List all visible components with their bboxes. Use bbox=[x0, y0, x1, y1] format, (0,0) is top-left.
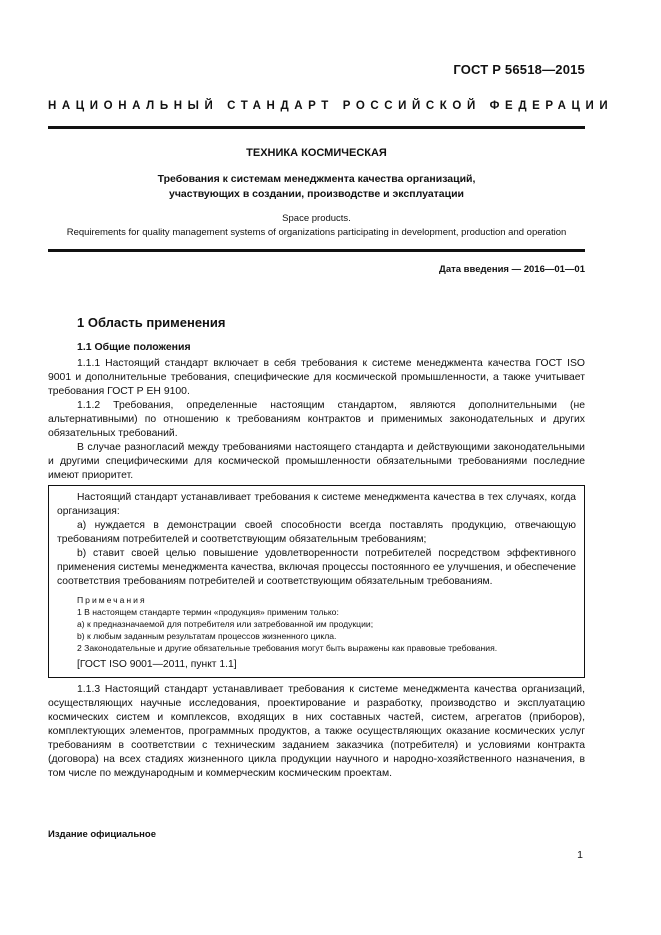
quote-item-a: a) нуждается в демонстрации своей способности всегда поставлять продукцию, отвечающую требованиям потребителей и соответствующим обязательным требованиям; bbox=[57, 520, 576, 545]
section-heading: 1 Область применения bbox=[77, 315, 226, 330]
document-title: ТЕХНИКА КОСМИЧЕСКАЯ bbox=[246, 147, 387, 159]
note-2: 2 Законодательные и другие обязательные требования могут быть выражены как правовые требования. bbox=[77, 643, 498, 653]
national-standard-heading: НАЦИОНАЛЬНЫЙ СТАНДАРТ РОССИЙСКОЙ ФЕДЕРАЦИИ bbox=[48, 100, 614, 112]
section-body bbox=[48, 357, 585, 483]
notes-heading: Примечания bbox=[77, 595, 147, 605]
introduction-date: Дата введения — 2016—01—01 bbox=[439, 264, 585, 275]
document-subtitle bbox=[48, 172, 585, 202]
after-quote-body bbox=[48, 683, 585, 781]
quote-paragraph-intro: Настоящий стандарт устанавливает требования к системе менеджмента качества в тех случаях, когда организация: bbox=[57, 492, 576, 517]
subtitle-line-1: Требования к системам менеджмента качества организаций, bbox=[157, 173, 476, 185]
english-title-line-1: Space products. bbox=[282, 213, 351, 224]
paragraph-1-1-3: 1.1.3 Настоящий стандарт устанавливает требования к системе менеджмента качества организаций, осуществляющих научные исследования, проектирование и разработку, производство и эксплуатацию космических систем и комплексов, входящих в них составных частей, систем, агрегатов (приборов), комплектующих элементов, программных продуктов, а также осуществляющих оказание космических услуг требованиям в соответствии с техническим заданием заказчика (потребителя) и условиями контракта (договора) на всех стадиях жизненного цикла продукции научного и народно-хозяйственного назначения, в том числе по международным и коммерческим космическим проектам. bbox=[48, 684, 585, 779]
quoted-standard-box bbox=[48, 485, 585, 678]
top-divider bbox=[48, 126, 585, 129]
standard-number: ГОСТ Р 56518—2015 bbox=[453, 62, 585, 77]
notes-block bbox=[57, 594, 576, 654]
paragraph-1-1-2: 1.1.2 Требования, определенные настоящим стандартом, являются дополнительными (не альтернативными) по отношению к требованиям контрактов и применимых законодательных и других обязательных требований. bbox=[48, 400, 585, 439]
subsection-heading: 1.1 Общие положения bbox=[77, 341, 191, 353]
bottom-divider bbox=[48, 249, 585, 252]
note-1a: a) к предназначаемой для потребителя или затребованной им продукции; bbox=[77, 619, 374, 629]
quote-item-b: b) ставит своей целью повышение удовлетворенности потребителей посредством эффективного применения системы менеджмента качества, включая процессы постоянного ее улучшения, и обеспечение соответствия требованиям потребителей и соответствующим обязательным требованиям. bbox=[57, 548, 576, 587]
paragraph-1-1-1: 1.1.1 Настоящий стандарт включает в себя требования к системе менеджмента качества ГОСТ ISO 9001 и дополнительные требования, специфические для космической промышленности, а также учитывает требования ГОСТ Р ЕН 9100. bbox=[48, 358, 585, 397]
english-title-line-2: Requirements for quality management systems of organizations participating in development, production and operation bbox=[66, 227, 567, 238]
page-number: 1 bbox=[577, 849, 583, 861]
quote-reference: [ГОСТ ISO 9001—2011, пункт 1.1] bbox=[77, 659, 237, 670]
paragraph-conflicts: В случае разногласий между требованиями настоящего стандарта и действующими законодательными и другими специфическими для космической промышленности обязательными требованиями последние имеют приоритет. bbox=[48, 442, 585, 481]
subtitle-line-2: участвующих в создании, производстве и эксплуатации bbox=[168, 188, 465, 200]
note-1: 1 В настоящем стандарте термин «продукция» применим только: bbox=[77, 607, 339, 617]
official-edition-label: Издание официальное bbox=[48, 829, 156, 840]
note-1b: b) к любым заданным результатам процессов жизненного цикла. bbox=[77, 631, 337, 641]
english-title bbox=[48, 212, 585, 240]
